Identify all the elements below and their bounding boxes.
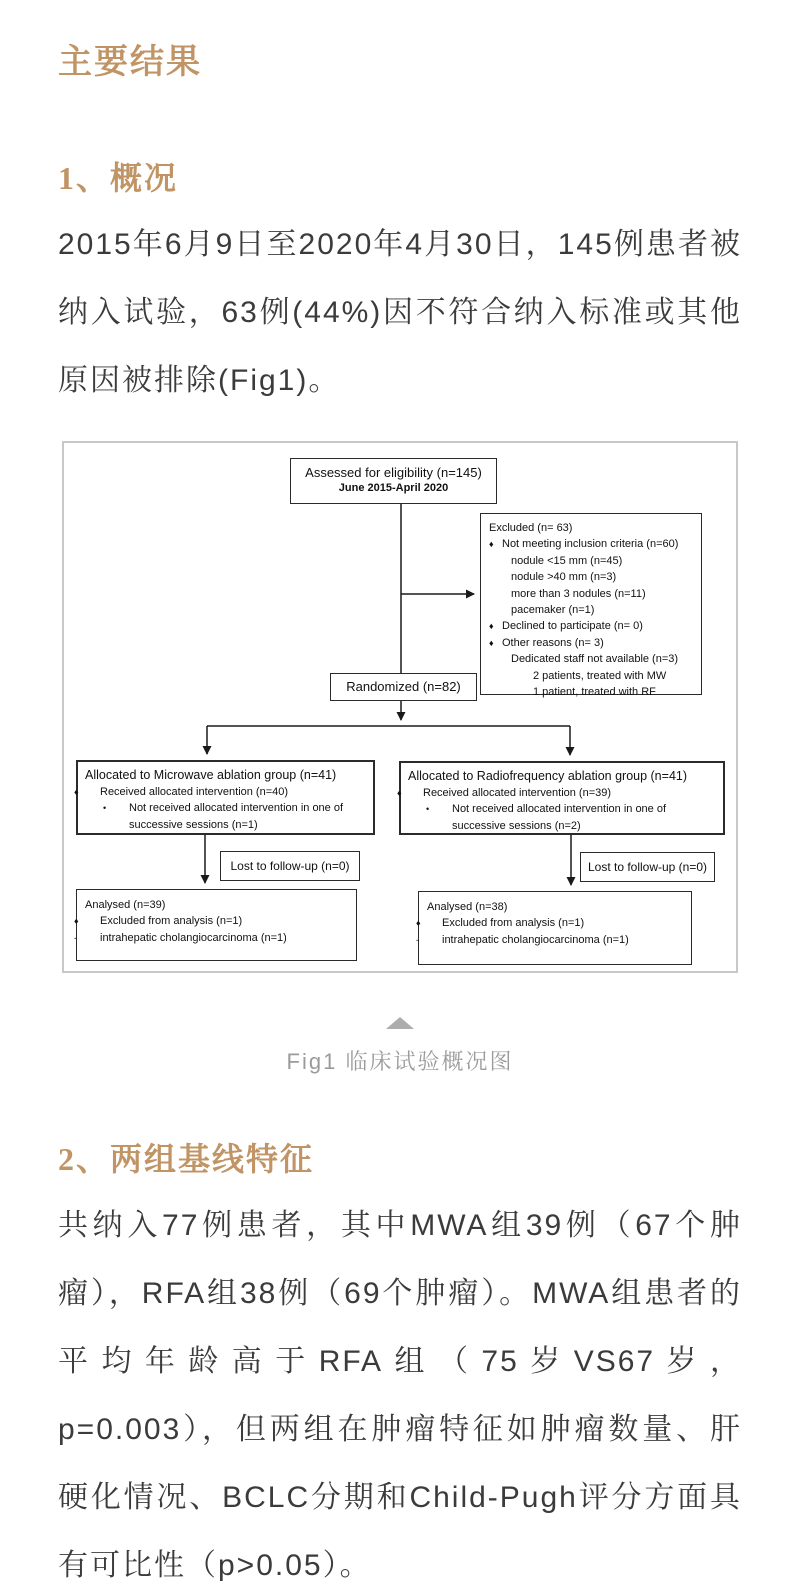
list-item: - intrahepatic cholangiocarcinoma (n=1) <box>427 932 689 948</box>
list-item: ♦ Received allocated intervention (n=39) <box>408 785 721 801</box>
collapse-triangle-icon <box>386 1017 414 1029</box>
figure-fig1 <box>58 441 742 1076</box>
list-item: Dedicated staff not available (n=3) <box>511 653 679 666</box>
diamond-bullet-icon: ♦ <box>489 621 494 632</box>
list-item: ♦ Not meeting inclusion criteria (n=60) <box>489 536 699 552</box>
flow-box-analysed-rfa <box>418 891 692 965</box>
flow-box-lost-mwa <box>220 851 360 881</box>
list-item: nodule <15 mm (n=45) <box>511 554 623 567</box>
flow-box-randomized <box>330 673 477 701</box>
section-1-heading: 1、概况 <box>58 160 179 196</box>
randomized-title: Randomized (n=82) <box>346 679 461 694</box>
alloc-rfa-title: Allocated to Radiofrequency ablation group (n=41) <box>408 769 688 783</box>
list-item: - intrahepatic cholangiocarcinoma (n=1) <box>85 930 354 946</box>
list-item: ♦ Other reasons (n= 3) <box>489 635 699 651</box>
list-item: nodule >40 mm (n=3) <box>511 571 617 584</box>
diamond-bullet-icon: ♦ <box>74 787 79 797</box>
consort-flowchart <box>62 441 738 973</box>
flow-box-analysed-mwa <box>76 889 357 961</box>
dot-bullet-icon: • <box>103 803 107 814</box>
lost-mwa-title: Lost to follow-up (n=0) <box>230 859 350 873</box>
list-item: • Not received allocated intervention in one of successive sessions (n=2) <box>426 803 667 832</box>
diamond-bullet-icon: ♦ <box>489 637 494 648</box>
diamond-bullet-icon: ♦ <box>489 539 494 550</box>
list-item: 2 patients, treated with MW <box>533 669 667 682</box>
flow-box-assessed <box>290 458 497 504</box>
list-item: more than 3 nodules (n=11) <box>511 587 646 600</box>
dash-bullet-icon: - <box>74 932 77 943</box>
excluded-title: Excluded (n= 63) <box>489 522 573 534</box>
section-2-heading: 2、两组基线特征 <box>58 1141 315 1177</box>
flow-box-allocated-rfa <box>399 761 725 835</box>
dot-bullet-icon: • <box>426 804 430 815</box>
list-item: ♦ Excluded from analysis (n=1) <box>427 915 689 931</box>
list-item: ♦ Received allocated intervention (n=40) <box>85 784 371 800</box>
list-item: 1 patient, treated with RF <box>533 686 656 699</box>
analysed-mwa-title: Analysed (n=39) <box>85 899 166 911</box>
list-item: pacemaker (n=1) <box>511 604 595 617</box>
flow-box-allocated-mwa <box>76 760 375 835</box>
section-2-paragraph: 共纳入77例患者，其中MWA组39例（67个肿瘤），RFA组38例（69个肿瘤）。MWA组患者的平均年龄高于RFA组（75岁VS67岁，p=0.003），但两组在肿瘤特征如肿瘤数量、肝硬化情况、BCLC分期和Child-Pugh评分方面具有可比性（p>0.05）。 <box>58 1209 742 1582</box>
analysed-rfa-title: Analysed (n=38) <box>427 901 508 913</box>
page-title: 主要结果 <box>58 44 202 81</box>
flow-box-lost-rfa <box>580 852 715 882</box>
assessed-title: Assessed for eligibility (n=145) <box>305 465 482 480</box>
assessed-subtitle: June 2015-April 2020 <box>338 482 449 494</box>
diamond-bullet-icon: ♦ <box>416 918 421 929</box>
diamond-bullet-icon: ♦ <box>397 788 402 798</box>
list-item: • Not received allocated intervention in one of successive sessions (n=1) <box>103 802 344 831</box>
list-item: ♦ Excluded from analysis (n=1) <box>85 913 354 929</box>
section-1-paragraph: 2015年6月9日至2020年4月30日，145例患者被纳入试验，63例(44%)因不符合纳入标准或其他原因被排除(Fig1)。 <box>58 228 742 397</box>
list-item: ♦ Declined to participate (n= 0) <box>489 618 699 634</box>
dash-bullet-icon: - <box>416 934 419 945</box>
figure-caption: Fig1 临床试验概况图 <box>286 1049 514 1074</box>
lost-rfa-title: Lost to follow-up (n=0) <box>587 860 708 874</box>
flow-box-excluded <box>480 513 702 699</box>
diamond-bullet-icon: ♦ <box>74 916 79 927</box>
alloc-mwa-title: Allocated to Microwave ablation group (n=41) <box>85 768 337 782</box>
